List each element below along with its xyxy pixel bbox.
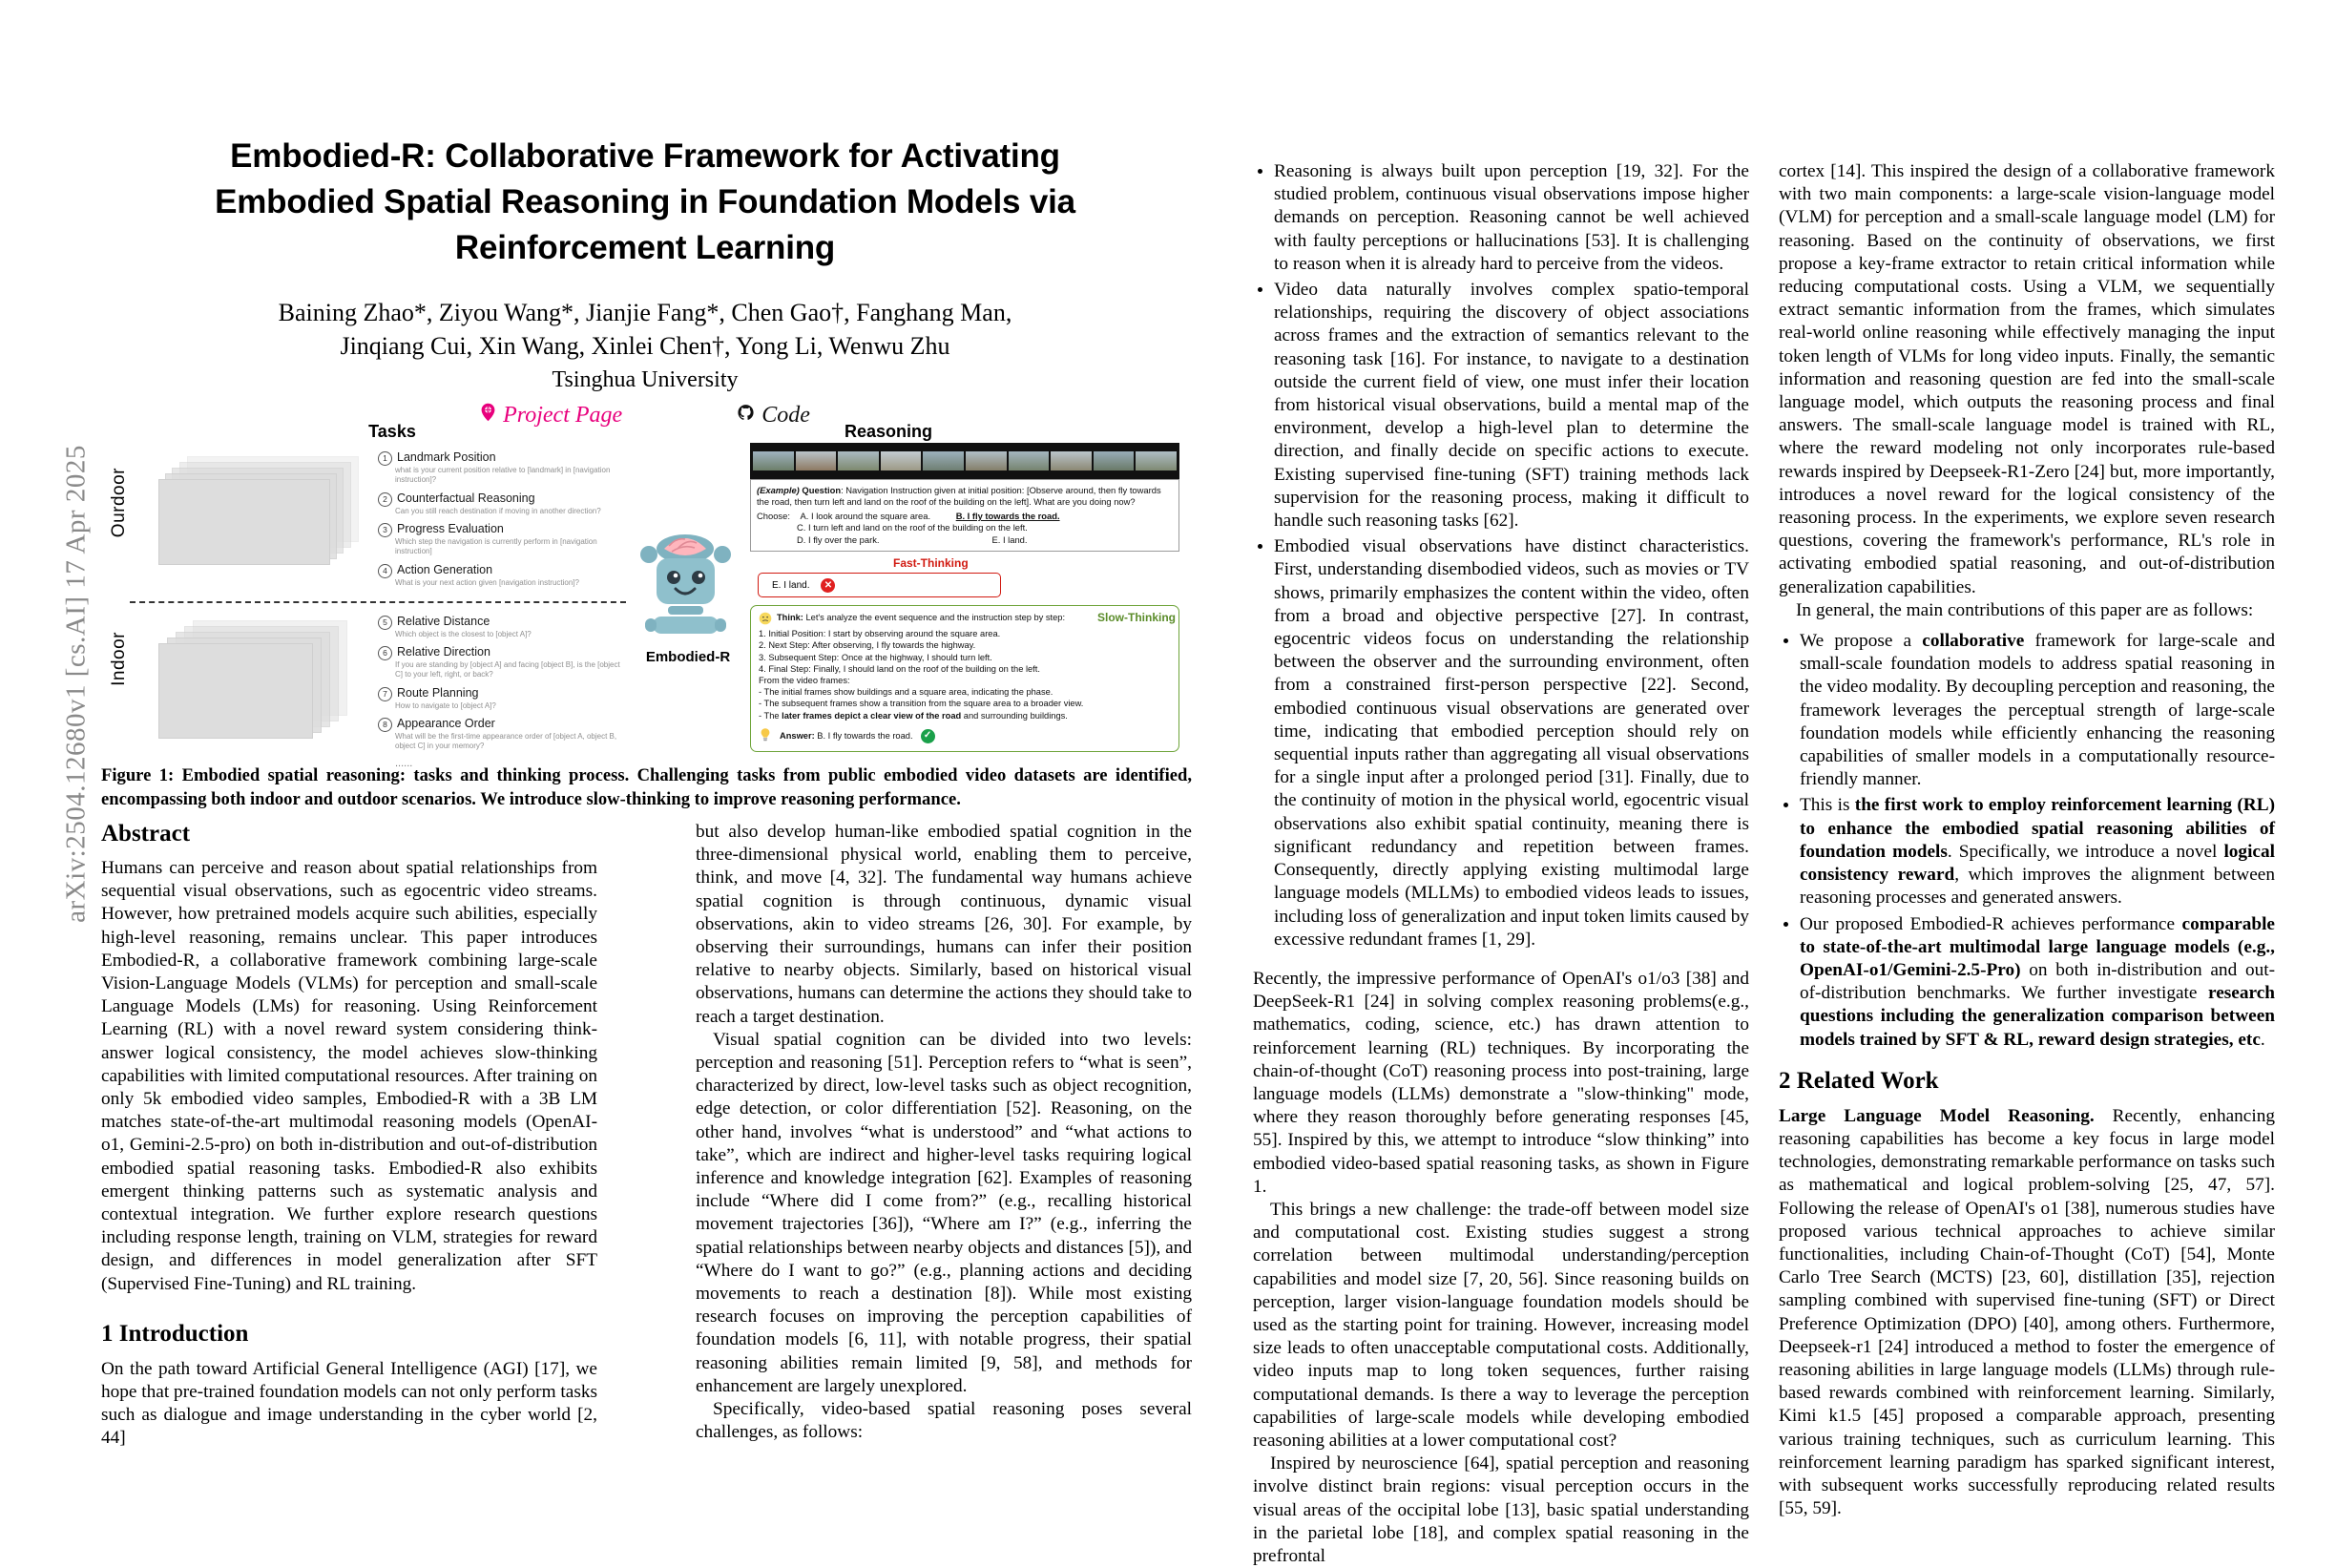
reasoning-panel bbox=[750, 443, 1179, 752]
intro-paragraph-4: Recently, the impressive performance of OpenAI's o1/o3 [38] and DeepSeek-R1 [24] in solving complex reasoning problems(e.g., mathematics, coding, science, etc.) has drawn attention to reinforcement learning (RL) techniques. By incorporating the chain-of-thought (CoT) reasoning process into post-training, large language models (LLMs) demonstrate a "slow-thinking" mode, where they reason thoroughly before generating responses [45, 55]. Inspired by this, we attempt to introduce “slow thinking” into embodied video-based spatial reasoning tasks, as shown in Figure 1. bbox=[1253, 968, 1749, 1197]
task-item bbox=[378, 563, 626, 588]
cross-icon: ✕ bbox=[821, 578, 835, 593]
task-item bbox=[378, 686, 626, 711]
choice-c: C. I turn left and land on the roof of the building on the left. bbox=[797, 522, 1028, 533]
task-item bbox=[378, 645, 626, 679]
outdoor-label: Ourdoor bbox=[109, 468, 129, 538]
contribution-list bbox=[1779, 630, 2275, 1052]
tasks-heading: Tasks bbox=[368, 422, 416, 441]
list-item: • Video data naturally involves complex spatio-temporal relationships, requiring the discovery of object associations across frames and the extraction of semantics relevant to the reasoning task [16]. For instance, to navigate to a destination outside the current field of view, one must infer their location from historical visual observations, build a mental map of the environment, develop a high-level plan to determine the direction, and finally decide on specific actions to execute. Existing supervised fine-tuning (SFT) training methods lack supervision for the reasoning process, making it difficult to handle such reasoning tasks [62]. bbox=[1274, 279, 1749, 533]
author-list bbox=[92, 296, 1199, 363]
task-number: 6 bbox=[378, 646, 392, 660]
task-description: Which object is the closest to [object A]? bbox=[395, 629, 532, 638]
fast-thinking-answer: E. I land. bbox=[772, 579, 810, 591]
list-item: • Reasoning is always built upon perception [19, 32]. For the studied problem, continuous visual observations impose higher demands on perception. Reasoning cannot be well achieved with faulty perceptions or hallucinations [53]. It is challenging to reason when it is already hard to perceive from the videos. bbox=[1274, 160, 1749, 276]
column-4 bbox=[1779, 160, 2275, 1520]
title-block bbox=[92, 134, 1199, 429]
task-list bbox=[378, 450, 626, 769]
choice-e: E. I land. bbox=[991, 533, 1028, 545]
list-item: • This is the first work to employ reinforcement learning (RL) to enhance the embodied spatial reasoning abilities of foundation models. Specifically, we introduce a novel logical consistency reward, which improves the alignment between reasoning processes and generated answers. bbox=[1800, 794, 2275, 909]
answer-text: B. I fly towards the road. bbox=[817, 731, 913, 742]
lightbulb-icon bbox=[759, 727, 772, 745]
task-item bbox=[378, 615, 626, 639]
task-item bbox=[378, 522, 626, 556]
fast-thinking-label: Fast-Thinking bbox=[893, 556, 969, 571]
affiliation: Tsinghua University bbox=[552, 367, 739, 392]
related-work-paragraph: Large Language Model Reasoning. Recently, enhancing reasoning capabilities has become a key focus in large model technologies, demonstrating remarkable performance on tasks such as mathematical and logical problem-solving [25, 47, 57]. Following the release of OpenAI's o1 [38], numerous studies have proposed various technical approaches to achieve similar functionalities, including Chain-of-Thought (CoT) [54], Monte Carlo Tree Search (MCTS) [23, 60], distillation [35], rejection sampling combined with supervised fine-tuning (SFT) or Direct Preference Optimization (DPO) [40], among others. Furthermore, Deepseek-r1 [24] introduced a method to foster the emergence of reasoning abilities in large language models (LLMs) through rule-based rewards combined with reinforcement learning. Similarly, Kimi k1.5 [45] proposed a comparable approach, presenting various training techniques, such as curriculum learning. This reinforcement learning paradigm has sparked significant interest, with subsequent works successfully reproducing related results [55, 59]. bbox=[1779, 1105, 2275, 1519]
task-item bbox=[378, 491, 626, 516]
think-step: 2. Next Step: After observing, I fly towards the highway. bbox=[759, 640, 976, 651]
task-number: 5 bbox=[378, 616, 392, 630]
question-label: Question bbox=[802, 485, 842, 495]
frame-note-highlighted: - The later frames depict a clear view of the road and surrounding buildings. bbox=[759, 710, 1068, 721]
page-title: Embodied-R: Collaborative Framework for Activating Embodied Spatial Reasoning in Foundation Models via Reinforcement Learning bbox=[215, 137, 1075, 266]
task-number: 4 bbox=[378, 564, 392, 578]
intro-paragraph-5: This brings a new challenge: the trade-off between model size and computational cost. Existing studies suggest a strong correlation between multimodal understanding/perception capabilities and model size [7, 20, 56]. Since reasoning builds on perception, larger vision-language foundation models should be used as the starting point for training. However, increasing model size leads to often unacceptable computational costs. Additionally, video inputs map to long token sequences, further raising computational demands. Is there a way to leverage the perception capabilities of large-scale models while developing embodied reasoning abilities at a lower computational cost? bbox=[1253, 1199, 1749, 1451]
task-description: How to navigate to [object A]? bbox=[395, 700, 496, 710]
code-label: Code bbox=[761, 403, 810, 428]
task-number: 1 bbox=[378, 451, 392, 466]
video-film-strip bbox=[750, 443, 1179, 479]
paper-page bbox=[92, 0, 2336, 1566]
outdoor-video-frames bbox=[158, 456, 359, 561]
task-title: Action Generation bbox=[397, 562, 493, 576]
author-line-2: Jinqiang Cui, Xin Wang, Xinlei Chen†, Yong Li, Wenwu Zhu bbox=[340, 332, 950, 360]
intro-paragraph-1: On the path toward Artificial General Intelligence (AGI) [17], we hope that pre-trained foundation models can not only perform tasks such as dialogue and image understanding in the cyber world [2, 44] bbox=[101, 1358, 597, 1449]
example-tag: (Example) bbox=[757, 485, 800, 495]
think-step: 1. Initial Position: I start by observing around the square area. bbox=[759, 629, 1001, 639]
column-1 bbox=[101, 821, 597, 1451]
list-item: • We propose a collaborative framework for large-scale and small-scale foundation models to address spatial reasoning in the video modality. By decoupling perception and reasoning, the framework leverages the perceptual strength of large-scale foundation models while efficiently enhancing the reasoning capabilities of smaller models in a computationally resource-friendly manner. bbox=[1800, 630, 2275, 791]
arxiv-identifier-stamp: arXiv:2504.12680v1 [cs.AI] 17 Apr 2025 bbox=[60, 445, 92, 923]
task-title: Relative Distance bbox=[397, 614, 490, 628]
intro-paragraph-6-cont: cortex [14]. This inspired the design of a collaborative framework with two main components: a large-scale vision-language model (VLM) for perception and a small-scale language model (LM) for reasoning. Based on the continuity of observations, we first propose a key-frame extractor to retain critical information while reducing computational costs. Using a VLM, we sequentially extract semantic information from the frames, which simulates real-world online reasoning while effectively managing the input token length of VLMs for long video inputs. Finally, the semantic information and reasoning question are fed into the small-scale language model, which outputs the reasoning process and final answers. The small-scale language model is trained with RL, where the reward modeling not only incorporates rule-based rewards inspired by Deepseek-R1-Zero [24] but, more importantly, introduces a novel reward for the logical consistency of the reasoning process. In the experiments, we explore seven research questions, covering the framework's performance, RL's role in activating embodied spatial reasoning, and out-of-distribution generalization capabilities. bbox=[1779, 161, 2275, 597]
frames-intro: From the video frames: bbox=[759, 676, 850, 686]
fast-thinking-answer-bubble bbox=[758, 573, 1001, 597]
thinking-face-icon bbox=[759, 612, 772, 628]
task-description: Can you still reach destination if moving in another direction? bbox=[395, 506, 601, 515]
task-description: What will be the first-time appearance order of [object A, object B, object C] in your memory? bbox=[395, 732, 617, 750]
task-number: 3 bbox=[378, 523, 392, 537]
slow-thinking-label: Slow-Thinking bbox=[1097, 611, 1176, 625]
task-number: 2 bbox=[378, 492, 392, 507]
abstract-text: Humans can perceive and reason about spatial relationships from sequential visual observations, such as egocentric video streams. However, how pretrained models acquire such abilities, especially high-level reasoning, remains unclear. This paper introduces Embodied-R, a collaborative framework combining large-scale Vision-Language Models (VLMs) for perception and small-scale Language Models (LMs) for reasoning. Using Reinforcement Learning (RL) with a novel reward system considering think-answer logical consistency, the model achieves slow-thinking capabilities with limited computational resources. After training on only 5k embodied video samples, Embodied-R with a 3B LM matches state-of-the-art multimodal reasoning models (OpenAI-o1, Gemini-2.5-pro) on both in-distribution and out-of-distribution embodied spatial reasoning tasks. Embodied-R also exhibits emergent thinking patterns such as systematic analysis and contextual integration. We further explore research questions including response length, training on VLM, strategies for reward design, and differences in model generalization after SFT (Supervised Fine-Tuning) and RL training. bbox=[101, 858, 597, 1294]
author-line-1: Baining Zhao*, Ziyou Wang*, Jianjie Fang*, Chen Gao†, Fanghang Man, bbox=[278, 299, 1012, 326]
task-number: 8 bbox=[378, 718, 392, 732]
column-2 bbox=[696, 821, 1192, 1444]
example-question-box bbox=[750, 479, 1179, 552]
reasoning-heading: Reasoning bbox=[844, 422, 932, 441]
task-title: Progress Evaluation bbox=[397, 522, 504, 535]
abstract-heading: Abstract bbox=[101, 821, 191, 847]
robot-label: Embodied-R bbox=[645, 649, 731, 665]
intro-paragraph-6: Inspired by neuroscience [64], spatial perception and reasoning involve distinct brain regions: visual perception occurs in the visual areas of the occipital lobe [13], basic spatial understanding in the parietal lobe [18], and complex spatial reasoning in the prefrontal bbox=[1253, 1453, 1749, 1566]
think-label: Think: bbox=[777, 613, 803, 623]
task-title: Appearance Order bbox=[397, 717, 495, 730]
intro-paragraph-3: Specifically, video-based spatial reasoning poses several challenges, as follows: bbox=[696, 1399, 1192, 1443]
task-description: Which step the navigation is currently perform in [navigation instruction] bbox=[395, 537, 597, 555]
choice-b: B. I fly towards the road. bbox=[955, 510, 1060, 521]
task-item bbox=[378, 717, 626, 751]
task-description: If you are standing by [object A] and facing [object B], is the [object C] to your left, right, or back? bbox=[395, 660, 620, 679]
think-step: 3. Subsequent Step: Once at the highway, I should turn left. bbox=[759, 652, 992, 662]
figure-caption: Figure 1: Embodied spatial reasoning: tasks and thinking process. Challenging tasks from public embodied video datasets are identified, encompassing both indoor and outdoor scenarios. We introduce slow-thinking to improve reasoning performance. bbox=[101, 765, 1192, 809]
task-title: Route Planning bbox=[397, 685, 479, 700]
task-title: Relative Direction bbox=[397, 645, 490, 659]
task-item bbox=[378, 450, 626, 485]
intro-paragraph-7: In general, the main contributions of this paper are as follows: bbox=[1796, 599, 2254, 620]
figure-1 bbox=[101, 420, 1189, 769]
question-text: : Navigation Instruction given at initial position: [Observe around, then fly towards the road, then turn left and land on the roof of the building on the left]. What are you doing now? bbox=[757, 485, 1161, 508]
indoor-video-frames bbox=[158, 620, 349, 740]
intro-paragraph-2: Visual spatial cognition can be divided into two levels: perception and reasoning [51]. Perception refers to “what is seen”, characterized by direct, low-level tasks such as object recognition, edge detection, or color differentiation [52]. Reasoning, on the other hand, involves “what is understood” and “what actions to take”, which are indirect and higher-level tasks requiring logical inference and knowledge integration [62]. Examples of reasoning include “Where did I come from?” (e.g., recalling historical movement trajectories [36]), “Where am I?” (e.g., inferring the spatial relationships between nearby objects and distances [5]), and “Where do I want to go?” (e.g., planning actions and deciding movements to reach a destination [8]). While most existing research focuses on improving the perception capabilities of foundation models [6, 11], with notable progress, their spatial reasoning abilities remain limited [9, 58], and methods for enhancement are largely unexplored. bbox=[696, 1029, 1192, 1396]
task-title: Counterfactual Reasoning bbox=[397, 491, 535, 505]
list-item: • Embodied visual observations have distinct characteristics. First, understanding disembodied videos, such as movies or TV shows, primarily emphasizes the content within the video, often from a broad and objective perspective [27]. In contrast, egocentric videos focus on understanding the relationship between the observer and the surrounding environment, often from a constrained first-person perspective [22]. Second, embodied continuous visual observations are generated over time, indicating that embodied perception should rely on sequential inputs rather than aggregating all visual observations for a single input after a prolonged period [31]. Finally, due to the continuity of motion in the physical world, egocentric visual observations also exhibit spatial continuity, meaning there is significant redundancy and repetition between frames. Consequently, directly applying existing multimodal large language models (MLLMs) to embodied videos leads to issues, including loss of generalization and input token limits caused by excessive redundant frames [1, 29]. bbox=[1274, 535, 1749, 951]
list-item: • Our proposed Embodied-R achieves performance comparable to state-of-the-art multimodal large language models (e.g., OpenAI-o1/Gemini-2.5-Pro) on both in-distribution and out-of-distribution benchmarks. We further investigate research questions including the generalization comparison between models trained by SFT & RL, reward design strategies, etc. bbox=[1800, 913, 2275, 1052]
task-number: 7 bbox=[378, 687, 392, 701]
task-description: What is your next action given [navigation instruction]? bbox=[395, 577, 579, 587]
column-3 bbox=[1253, 160, 1749, 1568]
challenge-list bbox=[1253, 160, 1749, 951]
think-step: 4. Final Step: Finally, I should land on the roof of the building on the left. bbox=[759, 663, 1040, 674]
choice-d: D. I fly over the park. bbox=[797, 533, 880, 545]
choice-a: A. I look around the square area. bbox=[800, 510, 931, 521]
task-list-ellipsis: ...... bbox=[395, 757, 413, 769]
frame-note: - The initial frames show buildings and a square area, indicating the phase. bbox=[759, 687, 1053, 698]
check-icon: ✓ bbox=[921, 729, 935, 743]
intro-paragraph-1-cont: but also develop human-like embodied spatial cognition in the three-dimensional physical world, enabling them to perceive, think, and move [4, 32]. The fundamental way humans achieve spatial cognition is through continuous, dynamic visual observations, akin to video streams [26, 30]. For example, by observing their surroundings, humans can infer their position relative to nearby objects. Similarly, based on historical visual observations, humans can determine the actions they should take to reach a target destination. bbox=[696, 822, 1192, 1027]
introduction-heading: 1 Introduction bbox=[101, 1320, 249, 1347]
indoor-label: Indoor bbox=[109, 632, 129, 686]
task-title: Landmark Position bbox=[397, 450, 496, 464]
think-intro: Let's analyze the event sequence and the instruction step by step: bbox=[805, 613, 1066, 623]
choose-label: Choose: bbox=[757, 510, 790, 521]
frame-note: - The subsequent frames show a transition from the square area to a broader view. bbox=[759, 699, 1084, 709]
task-description: what is your current position relative to [landmark] in [navigation instruction]? bbox=[395, 466, 611, 484]
project-page-label: Project Page bbox=[503, 403, 623, 428]
slow-thinking-bubble bbox=[750, 605, 1179, 752]
related-work-heading: 2 Related Work bbox=[1779, 1067, 1939, 1094]
answer-label: Answer: bbox=[780, 731, 815, 742]
robot-mascot-icon bbox=[636, 520, 736, 644]
